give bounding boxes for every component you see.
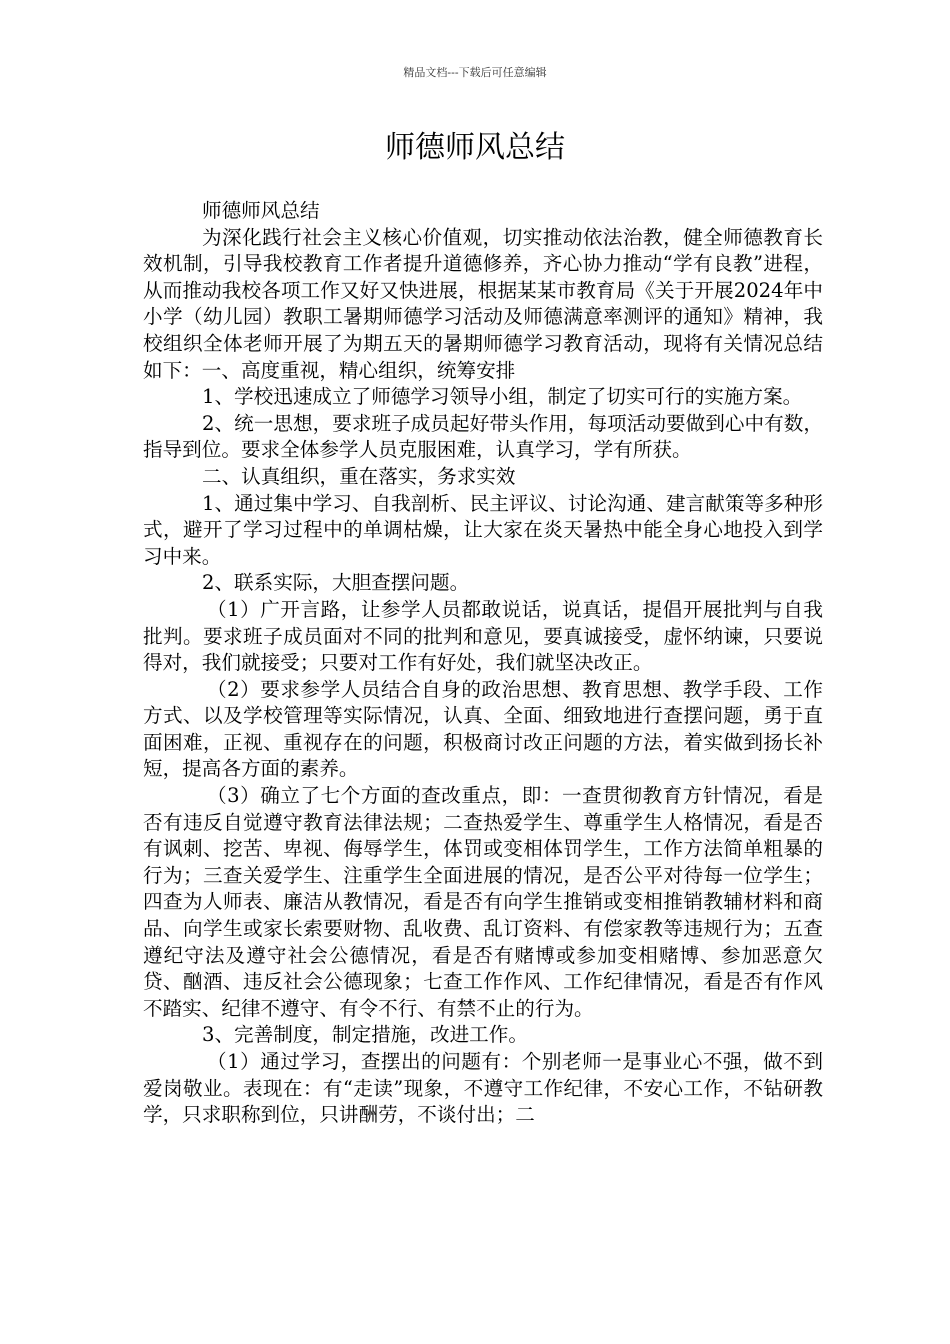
paragraph-section2-item-1: 1、通过集中学习、自我剖析、民主评议、讨论沟通、建言献策等多种形式，避开了学习过程中的单调枯燥，让大家在炎天暑热中能全身心地投入到学习中来。 [143,491,823,568]
header-note: 精品文档---下载后可任意编辑 [403,66,547,79]
paragraph-section2-item-2: 2、联系实际，大胆查摆问题。 [202,571,470,595]
paragraph-sub-1: （1）广开言路，让参学人员都敢说话，说真话，提倡开展批判与自我批判。要求班子成员面对不同的批判和意见，要真诚接受，虚怀纳谏，只要说得对，我们就接受；只要对工作有好处，我们就坚决改正。 [143,597,823,675]
paragraph-item-2: 2、统一思想，要求班子成员起好带头作用，每项活动要做到心中有数，指导到位。要求全体参学人员克服困难，认真学习，学有所获。 [143,411,823,462]
paragraph-subtitle: 师德师风总结 [202,199,320,222]
document-body [143,198,823,1129]
paragraph-section2-item-3: 3、完善制度，制定措施，改进工作。 [202,1023,528,1047]
paragraph-sub-issues: （1）通过学习，查摆出的问题有：个别老师一是事业心不强，做不到爱岗敬业。表现在：有“走读”现象，不遵守工作纪律，不安心工作，不钻研教学，只求职称到位，只讲酬劳，不谈付出；二 [143,1050,823,1127]
paragraph-intro: 为深化践行社会主义核心价值观，切实推动依法治教，健全师德教育长效机制，引导我校教育工作者提升道德修养，齐心协力推动“学有良教”进程，从而推动我校各项工作又好又快进展，根据某某市教育局《关于开展2024年中小学（幼儿园）教职工暑期师德学习活动及师德满意率测评的通知》精神，我校组织全体老师开展了为期五天的暑期师德学习教育活动，现将有关情况总结如下：一、高度重视，精心组织，统筹安排 [143,225,823,382]
paragraph-item-1: 1、学校迅速成立了师德学习领导小组，制定了切实可行的实施方案。 [202,385,803,409]
paragraph-sub-2: （2）要求参学人员结合自身的政治思想、教育思想、教学手段、工作方式、以及学校管理等实际情况，认真、全面、细致地进行查摆问题，勇于直面困难，正视、重视存在的问题，积极商讨改正问题的方法，着实做到扬长补短，提高各方面的素养。 [143,677,823,781]
section-heading-2: 二、认真组织，重在落实，务求实效 [202,464,516,488]
page-title: 师德师风总结 [385,130,565,165]
paragraph-sub-3: （3）确立了七个方面的查改重点，即：一查贯彻教育方针情况，看是否有违反自觉遵守教育法律法规；二查热爱学生、尊重学生人格情况，看是否有讽刺、挖苦、卑视、侮辱学生，体罚或变相体罚学生，工作方法简单粗暴的行为；三查关爱学生、注重学生全面进展的情况，是否公平对待每一位学生；四查为人师表、廉洁从教情况，看是否有向学生推销或变相推销教辅材料和商品、向学生或家长索要财物、乱收费、乱订资料、有偿家教等违规行为；五查遵纪守法及遵守社会公德情况，看是否有赌博或参加变相赌博、参加恶意欠贷、酗酒、违反社会公德现象；七查工作作风、工作纪律情况，看是否有作风不踏实、纪律不遵守、有令不行、有禁不止的行为。 [143,784,823,1020]
